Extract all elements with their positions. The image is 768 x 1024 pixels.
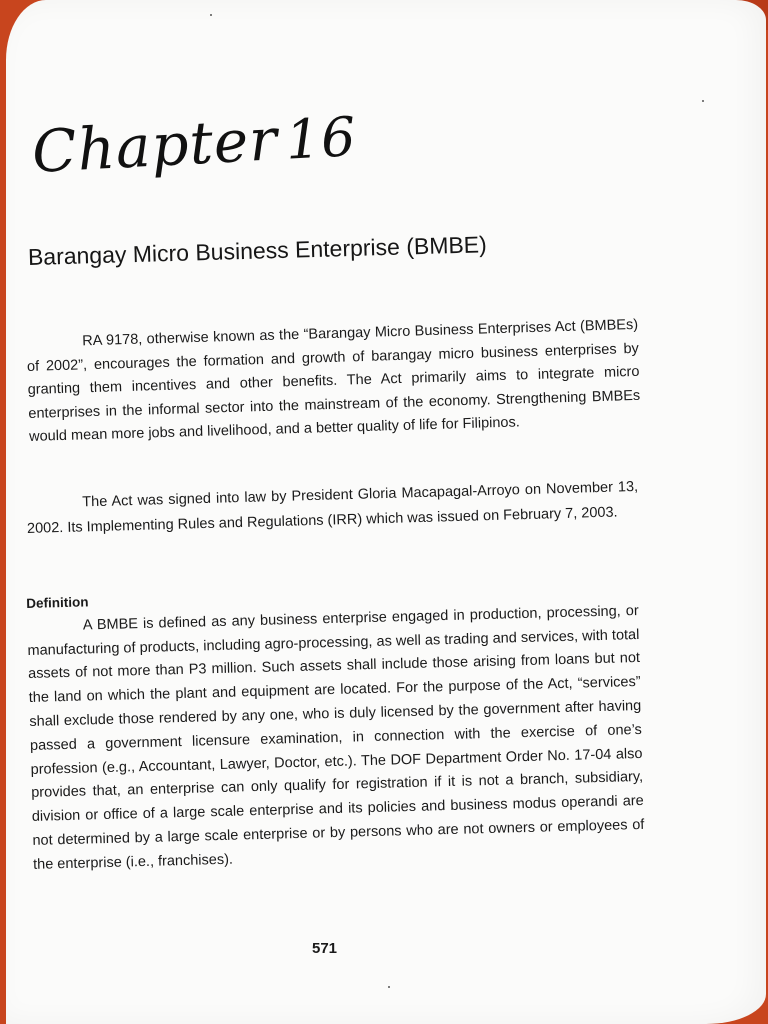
book-page — [6, 0, 766, 1024]
definition-section — [26, 576, 645, 877]
page-number: 571 — [312, 940, 338, 957]
section-heading: Definition — [26, 594, 89, 611]
chapter-number: 16 — [284, 105, 359, 172]
signing-paragraph — [26, 475, 639, 542]
paper-speck — [702, 100, 704, 102]
chapter-heading — [30, 101, 358, 186]
paragraph-text: The Act was signed into law by President Gloria Macapagal-Arroyo on November 13, 2002. Its Implementing Rules and Regulations (IRR) which was issued on February 7, 2003. — [26, 478, 639, 537]
chapter-label: Chapter — [30, 105, 280, 186]
intro-paragraph — [26, 314, 641, 450]
paper-speck — [210, 14, 212, 16]
paper-speck — [388, 986, 390, 988]
definition-text: A BMBE is defined as any business enterprise engaged in production, processing, or manufacturing of products, including agro-processing, as well as trading and services, with total assets of not more than P3 million. Such assets shall include those arising from loans but not the land on which the plant and equipment are located. For the purpose of the Act, “services” shall exclude those rendered by any one, who is duly licensed by the government after having passed a government licensure examination, in connection with the exercise of one’s profession (e.g., Accountant, Lawyer, Doctor, etc.). The DOF Department Order No. 17-04 also provides that, an enterprise can only qualify for registration if it is not a branch, subsidiary, division or office of a large scale enterprise and its policies and business modus operandi are not determined by a large scale enterprise or by persons who are not owners or employees of the enterprise (i.e., franchises). — [27, 602, 645, 873]
page-title: Barangay Micro Business Enterprise (BMBE) — [27, 231, 488, 270]
paragraph-text: RA 9178, otherwise known as the “Barangay Micro Business Enterprises Act (BMBEs) of 2002”, encourages the formation and growth of barangay micro business enterprises by granting them incentives and other benefits. The Act primarily aims to integrate micro enterprises in the informal sector into the mainstream of the economy. Strengthening BMBEs would mean more jobs and livelihood, and a better quality of life for Filipinos. — [26, 316, 641, 445]
